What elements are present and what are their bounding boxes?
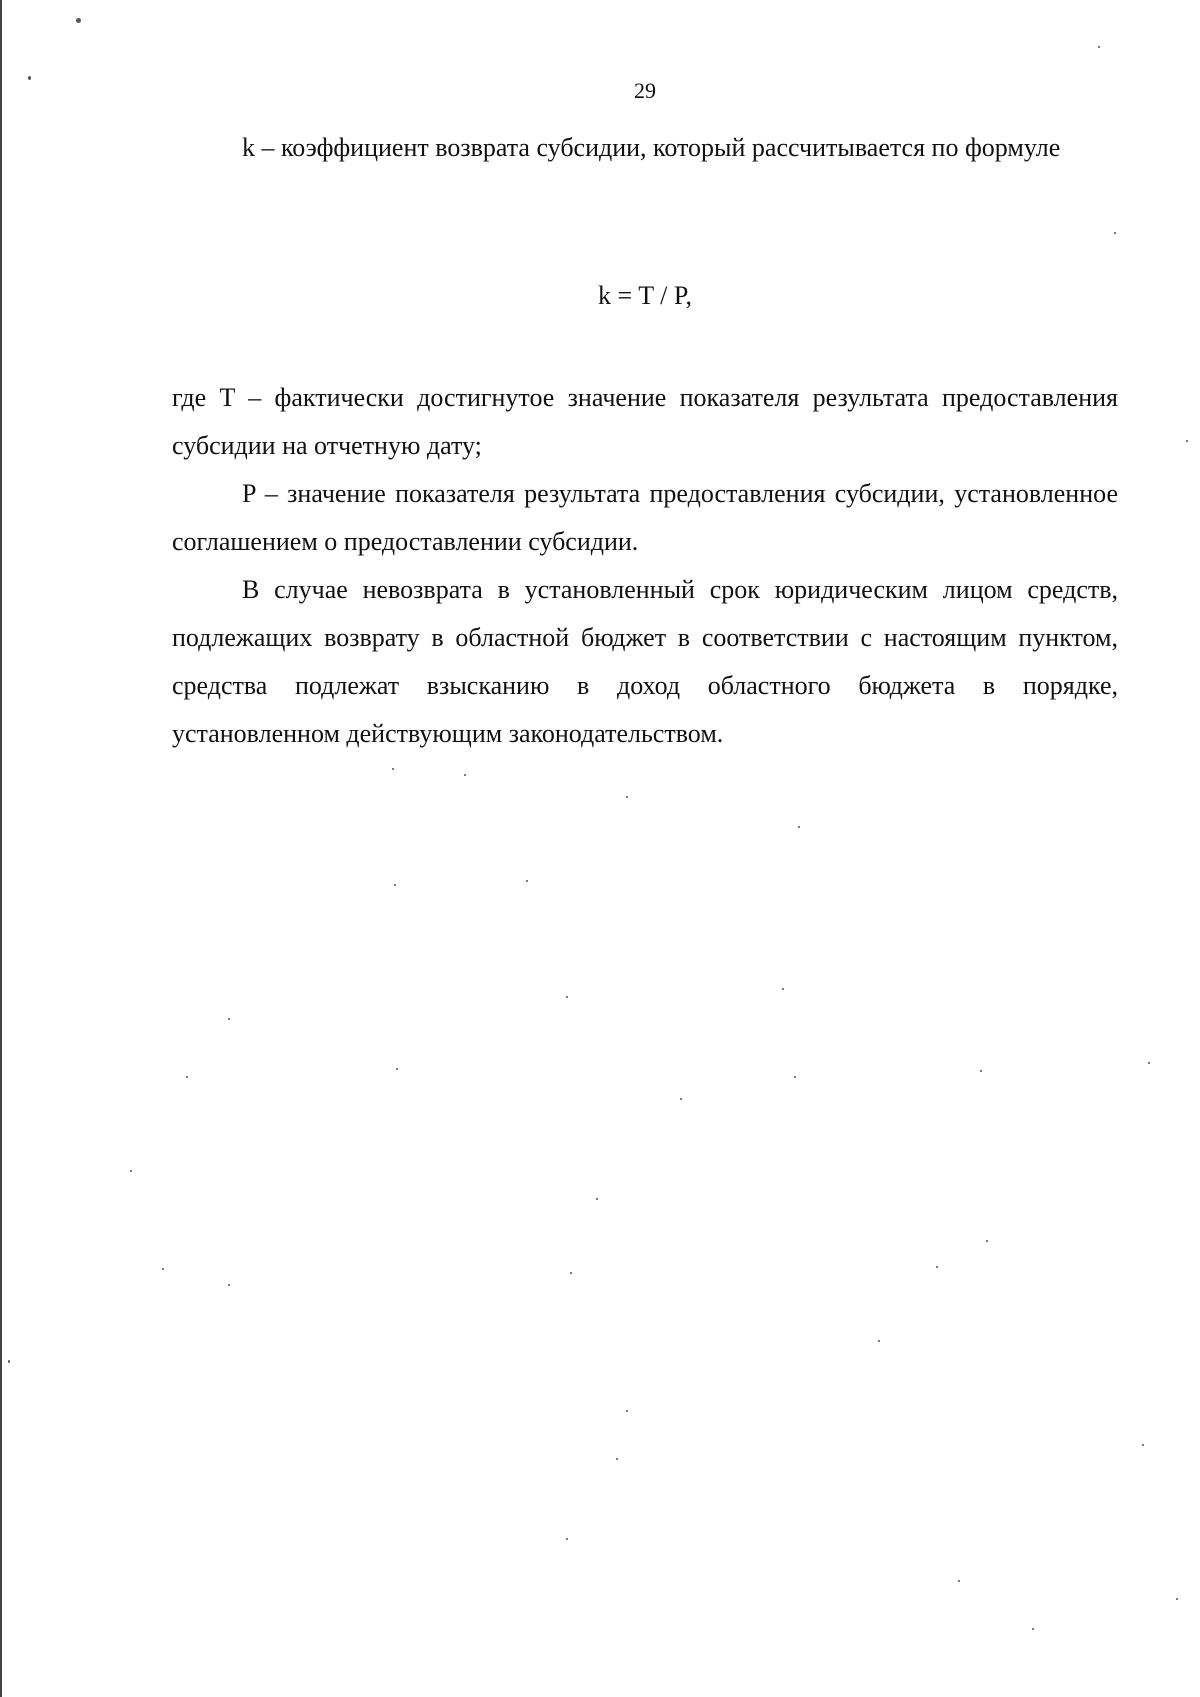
scan-speck xyxy=(596,1198,598,1200)
scan-speck xyxy=(28,76,31,80)
page-number: 29 xyxy=(634,78,656,103)
t-definition-paragraph: где T – фактически достигнутое значение показателя результата предоставления субсидии на отчетную дату; xyxy=(172,383,1118,460)
scan-speck xyxy=(186,1076,188,1078)
scan-speck xyxy=(680,1098,682,1100)
scan-speck xyxy=(130,1170,132,1172)
scan-speck xyxy=(1176,1598,1178,1600)
scan-speck xyxy=(526,880,528,882)
formula: k = T / P, xyxy=(598,281,692,310)
scan-speck xyxy=(162,1268,164,1270)
scan-speck xyxy=(936,1266,938,1268)
scan-speck xyxy=(798,826,800,828)
scan-speck xyxy=(626,796,628,798)
k-definition-paragraph: k – коэффициент возврата субсидии, который рассчитывается по формуле xyxy=(242,133,1061,162)
p-definition-paragraph: P – значение показателя результата предоставления субсидии, установленное соглашением о предоставлении субсидии. xyxy=(172,479,1118,556)
scan-speck xyxy=(8,1360,10,1363)
k-definition-block xyxy=(172,124,1118,172)
scan-speck xyxy=(394,884,396,886)
scan-speck xyxy=(464,774,466,776)
scan-speck xyxy=(392,768,394,770)
variable-definitions-block xyxy=(172,374,1118,758)
scan-speck xyxy=(1032,1628,1034,1630)
scan-speck xyxy=(626,1410,628,1412)
scan-speck xyxy=(76,18,81,23)
scan-speck xyxy=(878,1340,880,1342)
scan-speck xyxy=(228,1018,230,1020)
scan-speck xyxy=(1142,1444,1144,1446)
scan-speck xyxy=(570,1272,572,1274)
scan-speck xyxy=(782,988,784,990)
scan-speck xyxy=(794,1076,796,1078)
scan-speck xyxy=(986,1240,988,1242)
scan-speck xyxy=(958,1580,960,1582)
non-return-paragraph: В случае невозврата в установленный срок юридическим лицом средств, подлежащих возврату в областной бюджет в соответствии с настоящим пунктом, средства подлежат взысканию в доход областного бюджета в порядке, установленном действующим законодательством. xyxy=(172,575,1118,748)
scan-speck xyxy=(228,1284,230,1286)
scan-speck xyxy=(616,1458,618,1460)
scan-speck xyxy=(566,996,568,998)
scan-speck xyxy=(980,1070,982,1072)
scan-speck xyxy=(1186,440,1188,442)
scan-edge-line xyxy=(0,0,2,1697)
scan-speck xyxy=(1114,232,1116,234)
scan-speck xyxy=(1148,1062,1150,1064)
scan-speck xyxy=(566,1538,568,1540)
scan-speck xyxy=(396,1068,398,1070)
scan-speck xyxy=(1098,46,1100,48)
